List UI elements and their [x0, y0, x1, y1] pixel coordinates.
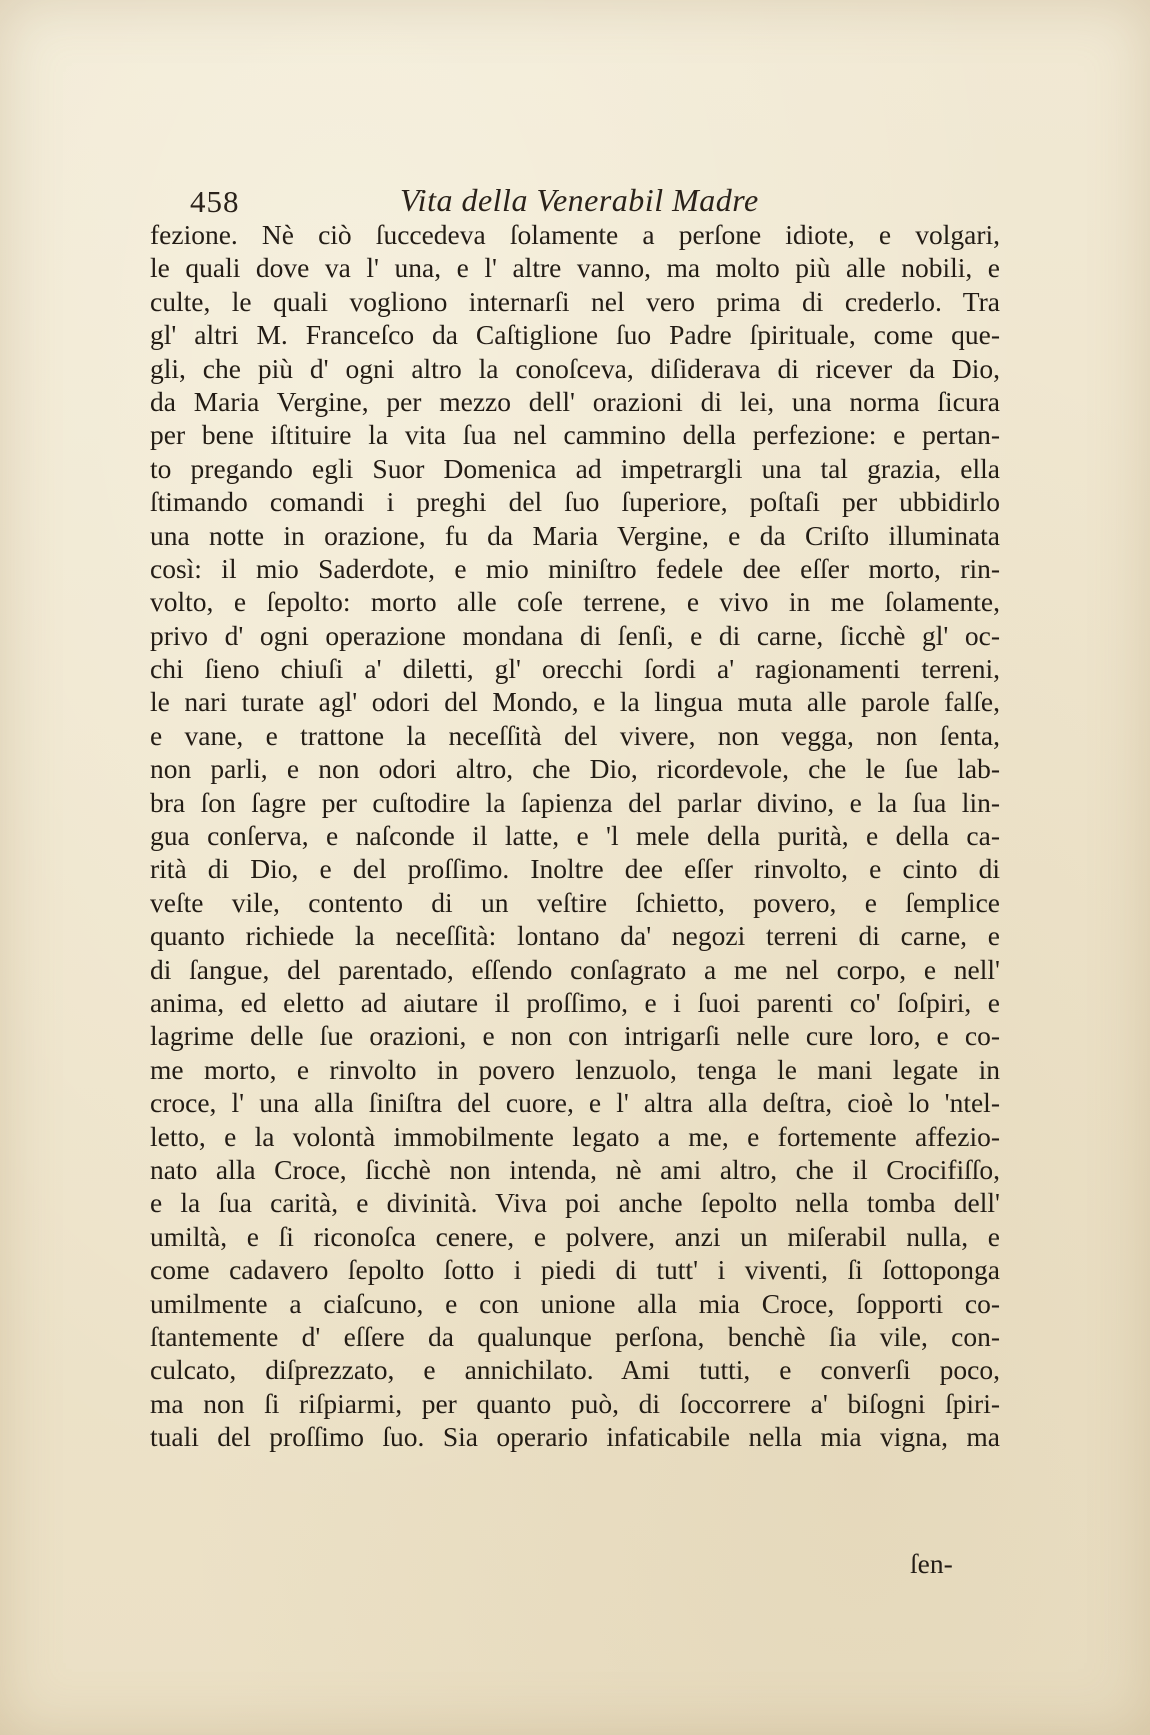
catchword: ſen- — [910, 1548, 953, 1579]
text-line: umilmente a ciaſcuno, e con unione alla mia Croce, ſopporti co- — [150, 1287, 1000, 1319]
text-line: quanto richiede la neceſſità: lontano da' negozi terreni di carne, e — [150, 920, 1000, 952]
text-line: culcato, diſprezzato, e annichilato. Ami tutti, e converſi poco, — [150, 1354, 1000, 1386]
text-line: una notte in orazione, fu da Maria Vergine, e da Criſto illuminata — [150, 519, 1000, 551]
text-line: to pregando egli Suor Domenica ad impetrargli una tal grazia, ella — [150, 452, 1000, 484]
text-line: le quali dove va l' una, e l' altre vanno, ma molto più alle nobili, e — [150, 252, 1000, 284]
text-line: culte, le quali vogliono internarſi nel vero prima di crederlo. Tra — [150, 285, 1000, 317]
text-line: ſtantemente d' eſſere da qualunque perſona, benchè ſia vile, con- — [150, 1320, 1000, 1352]
text-line: ſtimando comandi i preghi del ſuo ſuperiore, poſtaſi per ubbidirlo — [150, 486, 1000, 518]
text-line: così: il mio Saderdote, e mio miniſtro fedele dee eſſer morto, rin- — [150, 552, 1000, 584]
body-text — [150, 218, 1000, 1453]
text-line: anima, ed eletto ad aiutare il proſſimo, e i ſuoi parenti co' ſoſpiri, e — [150, 986, 1000, 1018]
text-line: gl' altri M. Franceſco da Caſtiglione ſuo Padre ſpirituale, come que- — [150, 319, 1000, 351]
running-title: Vita della Venerabil Madre — [400, 182, 759, 218]
text-line: di ſangue, del parentado, eſſendo conſagrato a me nel corpo, e nell' — [150, 953, 1000, 985]
text-line: da Maria Vergine, per mezzo dell' orazioni di lei, una norma ſicura — [150, 385, 1000, 417]
text-line: letto, e la volontà immobilmente legato a me, e fortemente affezio- — [150, 1120, 1000, 1152]
text-line: volto, e ſepolto: morto alle coſe terrene, e vivo in me ſolamente, — [150, 586, 1000, 618]
text-line: fezione. Nè ciò ſuccedeva ſolamente a perſone idiote, e volgari, — [150, 219, 1000, 250]
text-line: chi ſieno chiuſi a' diletti, gl' orecchi ſordi a' ragionamenti terreni, — [150, 653, 1000, 685]
running-header — [190, 180, 1000, 220]
text-line: umiltà, e ſi riconoſca cenere, e polvere, anzi un miſerabil nulla, e — [150, 1220, 1000, 1252]
text-line: e vane, e trattone la neceſſità del vivere, non vegga, non ſenta, — [150, 719, 1000, 751]
text-line: non parli, e non odori altro, che Dio, ricordevole, che le ſue lab- — [150, 753, 1000, 785]
text-line: croce, l' una alla ſiniſtra del cuore, e l' altra alla deſtra, cioè lo 'ntel- — [150, 1087, 1000, 1119]
text-line: gli, che più d' ogni altro la conoſceva, diſiderava di ricever da Dio, — [150, 352, 1000, 384]
text-line: per bene iſtituire la vita ſua nel cammino della perfezione: e pertan- — [150, 419, 1000, 451]
text-line: bra ſon ſagre per cuſtodire la ſapienza del parlar divino, e la ſua lin- — [150, 786, 1000, 818]
text-line: ma non ſi riſpiarmi, per quanto può, di ſoccorrere a' biſogni ſpiri- — [150, 1387, 1000, 1419]
text-line: come cadavero ſepolto ſotto i piedi di tutt' i viventi, ſi ſottoponga — [150, 1254, 1000, 1286]
text-line: lagrime delle ſue orazioni, e non con intrigarſi nelle cure loro, e co- — [150, 1020, 1000, 1052]
text-line: me morto, e rinvolto in povero lenzuolo, tenga le mani legate in — [150, 1053, 1000, 1085]
text-line: le nari turate agl' odori del Mondo, e la lingua muta alle parole falſe, — [150, 686, 1000, 718]
text-line: nato alla Croce, ſicchè non intenda, nè ami altro, che il Crocifiſſo, — [150, 1153, 1000, 1185]
text-line: veſte vile, contento di un veſtire ſchietto, povero, e ſemplice — [150, 886, 1000, 918]
page-number: 458 — [190, 184, 240, 219]
text-line: rità di Dio, e del proſſimo. Inoltre dee eſſer rinvolto, e cinto di — [150, 853, 1000, 885]
text-line: gua conſerva, e naſconde il latte, e 'l mele della purità, e della ca- — [150, 820, 1000, 852]
text-line: tuali del proſſimo ſuo. Sia operario infaticabile nella mia vigna, ma — [150, 1421, 1000, 1453]
text-line: privo d' ogni operazione mondana di ſenſi, e di carne, ſicchè gl' oc- — [150, 619, 1000, 651]
text-line: e la ſua carità, e divinità. Viva poi anche ſepolto nella tomba dell' — [150, 1187, 1000, 1219]
